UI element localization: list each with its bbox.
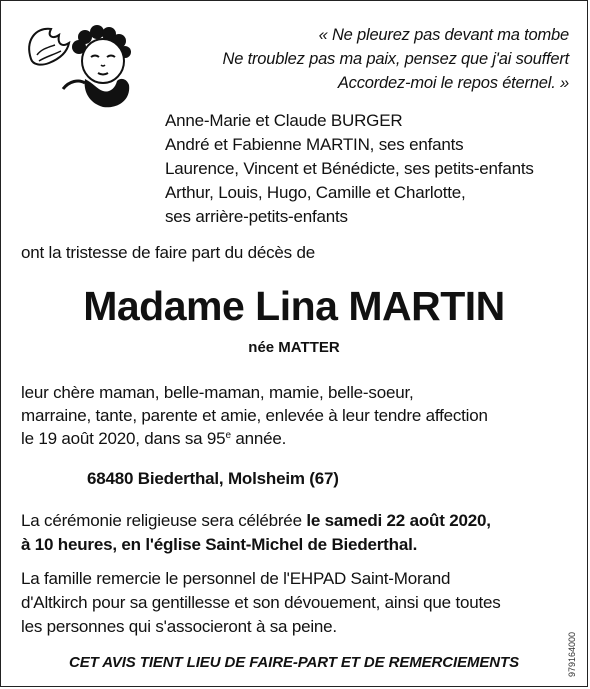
ceremony-time-place: à 10 heures, en l'église Saint-Michel de Biederthal. (21, 535, 418, 554)
poem-line: Accordez-moi le repos éternel. » (337, 74, 569, 92)
footer-notice: CET AVIS TIENT LIEU DE FAIRE-PART ET DE REMERCIEMENTS (68, 654, 519, 671)
description-line: leur chère maman, belle-maman, mamie, belle-soeur, (21, 383, 414, 402)
reference-number: 979164000 (567, 631, 577, 677)
ceremony-info (21, 509, 491, 557)
description-line: marraine, tante, parente et amie, enlevée à leur tendre affection (21, 406, 488, 425)
poem-line: « Ne pleurez pas devant ma tombe (318, 26, 569, 44)
announcement-intro: ont la tristesse de faire part du décès de (21, 243, 315, 262)
poem-quote (223, 23, 569, 95)
family-list (165, 109, 534, 229)
description-line (21, 427, 488, 450)
family-line: Anne-Marie et Claude BURGER (165, 111, 403, 130)
ceremony-date: le samedi 22 août 2020, (306, 511, 491, 530)
family-line: Arthur, Louis, Hugo, Camille et Charlotte, (165, 183, 466, 202)
family-line: Laurence, Vincent et Bénédicte, ses petits-enfants (165, 159, 534, 178)
ceremony-intro-text: La cérémonie religieuse sera célébrée (21, 511, 307, 530)
description-year-text: année. (230, 429, 287, 448)
thanks-paragraph (21, 567, 501, 639)
deceased-description (21, 381, 488, 450)
family-line: André et Fabienne MARTIN, ses enfants (165, 135, 464, 154)
deceased-name: Madame Lina MARTIN (83, 283, 505, 329)
poem-line: Ne troublez pas ma paix, pensez que j'ai souffert (222, 50, 569, 68)
description-date-text: le 19 août 2020, dans sa 95 (21, 429, 226, 448)
cherub-angel-icon (23, 19, 141, 111)
ceremony-line (21, 509, 491, 533)
ordinal-suffix: e (225, 430, 231, 441)
thanks-line: d'Altkirch pour sa gentillesse et son dévouement, ainsi que toutes (21, 593, 501, 612)
location: 68480 Biederthal, Molsheim (67) (87, 469, 339, 488)
maiden-name: née MATTER (248, 339, 340, 356)
ceremony-line (21, 533, 491, 557)
family-line: ses arrière-petits-enfants (165, 207, 348, 226)
thanks-line: les personnes qui s'associeront à sa peine. (21, 617, 337, 636)
thanks-line: La famille remercie le personnel de l'EHPAD Saint-Morand (21, 569, 451, 588)
